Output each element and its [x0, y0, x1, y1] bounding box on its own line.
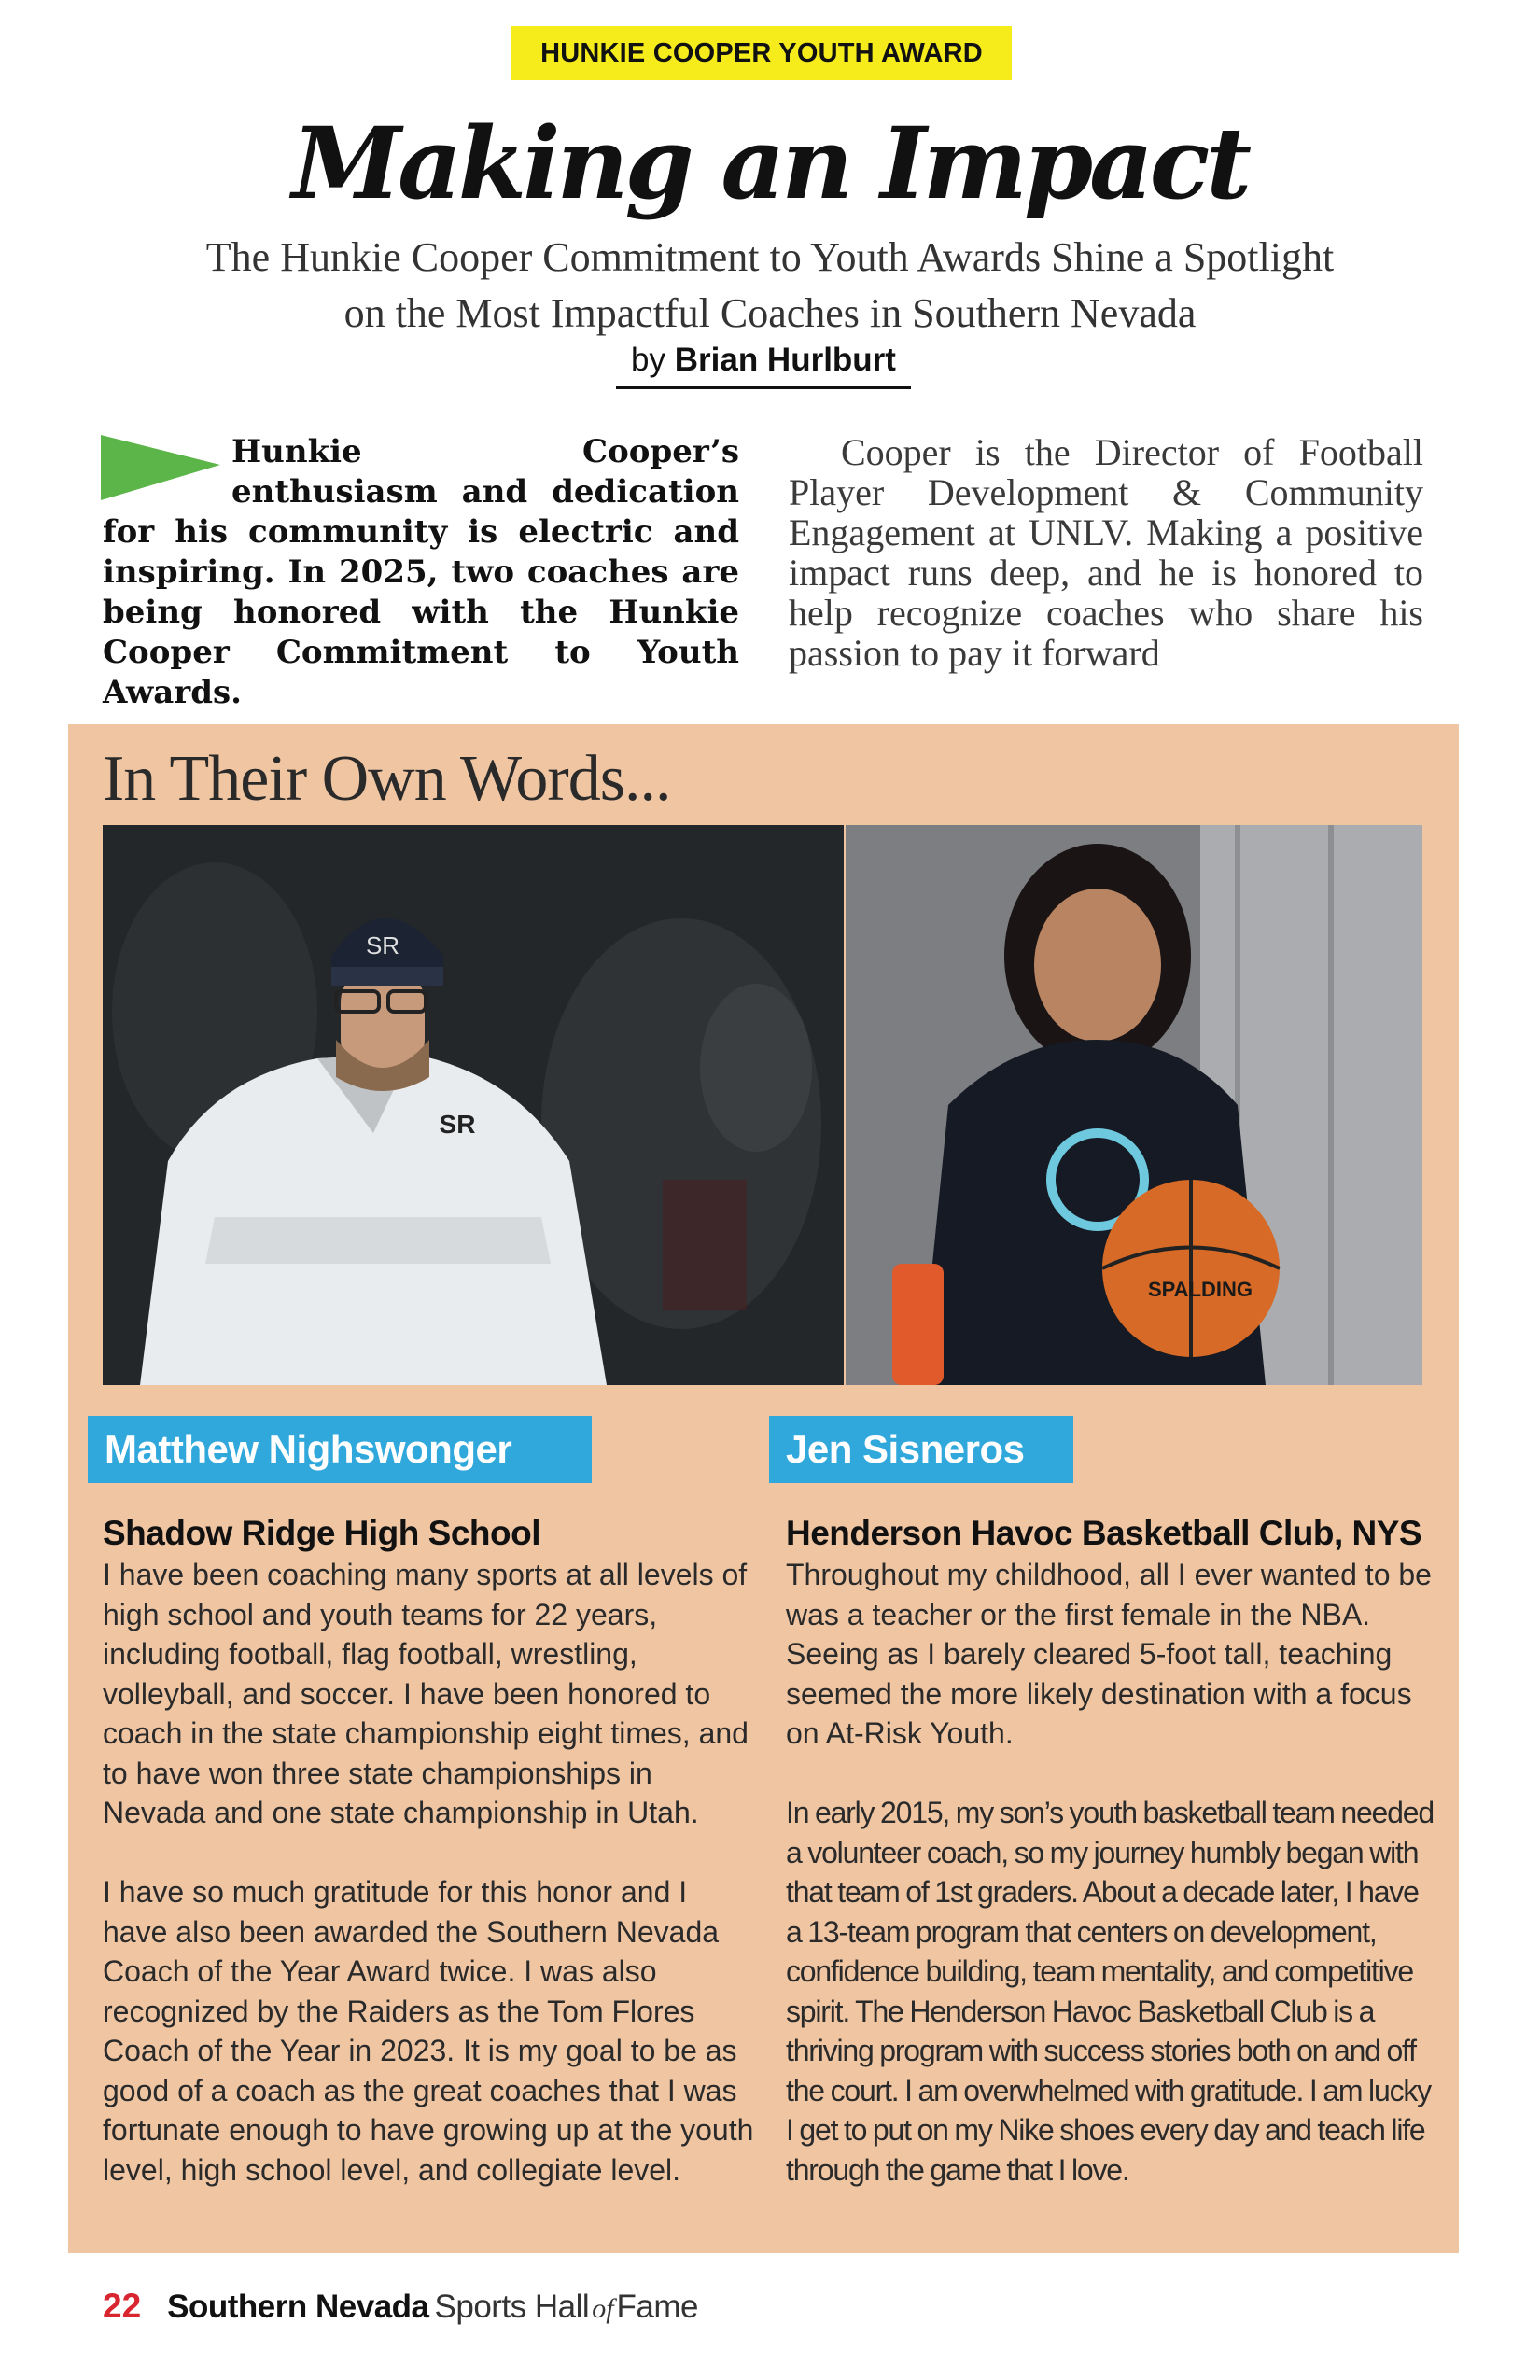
publication-name-part-2: Fame — [616, 2289, 698, 2325]
publication-name-bold: Southern Nevada — [167, 2289, 429, 2325]
coach-name-label-2: Jen Sisneros — [769, 1416, 1073, 1483]
cap-logo: SR — [365, 931, 400, 959]
coach-photo-illustration-2 — [846, 825, 1422, 1385]
coach-org-2: Henderson Havoc Basketball Club, NYS — [786, 1514, 1422, 1552]
deck-line-2: on the Most Impactful Coaches in Southern Nevada — [343, 290, 1197, 336]
bio-paragraph: I have so much gratitude for this honor and I have also been awarded the Southern Nevada Coach of the Year Award twice. I was also recognized by the Raiders as the Tom Flores Coach of the Year in 2023. It is my goal to be as good of a coach as the great coaches that I was fortunate enough to have growing up at the youth level, high school level, and collegiate level. — [103, 1875, 754, 2187]
coach-photo-illustration-1 — [103, 825, 844, 1385]
jacket-logo: SR — [439, 1110, 476, 1139]
deck — [112, 230, 1428, 342]
bio-paragraph: Throughout my childhood, all I ever wanted to be was a teacher or the first female in the NBA. Seeing as I barely cleared 5-foot tall, teaching seemed the more likely destination with a focus on At-Risk Youth. — [786, 1558, 1432, 1750]
headline: Making an Impact — [291, 105, 1249, 221]
page-footer — [103, 2287, 698, 2326]
section-kicker: HUNKIE COOPER YOUTH AWARD — [511, 26, 1012, 80]
intro-left-column — [103, 432, 739, 713]
byline — [616, 342, 911, 389]
panel-title: In Their Own Words... — [103, 743, 671, 815]
flag-spacer — [103, 432, 231, 507]
deck-line-1: The Hunkie Cooper Commitment to Youth Awards Shine a Spotlight — [205, 234, 1335, 280]
photo-jen-sisneros — [846, 825, 1422, 1385]
photo-matthew-nighswonger — [103, 825, 844, 1385]
coach-name-label-1: Matthew Nighswonger — [88, 1416, 592, 1483]
byline-prefix: by — [631, 342, 665, 378]
intro-right-column: Cooper is the Director of Football Player Development & Community Engagement at UNLV. Making a positive impact runs deep, and he is honored to help recognize coaches who share his passion to pay it forward — [789, 431, 1423, 674]
ball-logo: SPALDING — [1147, 1278, 1253, 1301]
coach-bio-2 — [786, 1555, 1439, 2230]
bio-paragraph: In early 2015, my son’s youth basketball team needed a volunteer coach, so my journey humbly began with that team of 1st graders. About a decade later, I have a 13-team program that centers on development, confidence building, team mentality, and competitive spirit. The Henderson Havoc Basketball Club is a thriving program with success stories both on and off the court. I am overwhelmed with gratitude. I am lucky I get to put on my Nike shoes every day and teach life through the game that I love. — [786, 1796, 1434, 2187]
publication-name-part-1: Sports Hall — [434, 2289, 590, 2325]
coach-org-1: Shadow Ridge High School — [103, 1514, 540, 1552]
intro-left-text: Hunkie Cooper’s enthusiasm and dedication for his community is electric and inspiring. In 2025, two coaches are being honored with the Hunkie Cooper Commitment to Youth Awards. — [103, 433, 739, 711]
page-number: 22 — [103, 2287, 142, 2325]
bio-paragraph: I have been coaching many sports at all levels of high school and youth teams for 22 years, including football, flag football, wrestling, volleyball, and soccer. I have been honored to coach in the state championship eight times, and to have won three state championships in Nevada and one state championship in Utah. — [103, 1558, 749, 1829]
publication-name-of: of — [592, 2293, 614, 2324]
byline-author: Brian Hurlburt — [674, 342, 896, 378]
coach-bio-1 — [103, 1555, 756, 2230]
